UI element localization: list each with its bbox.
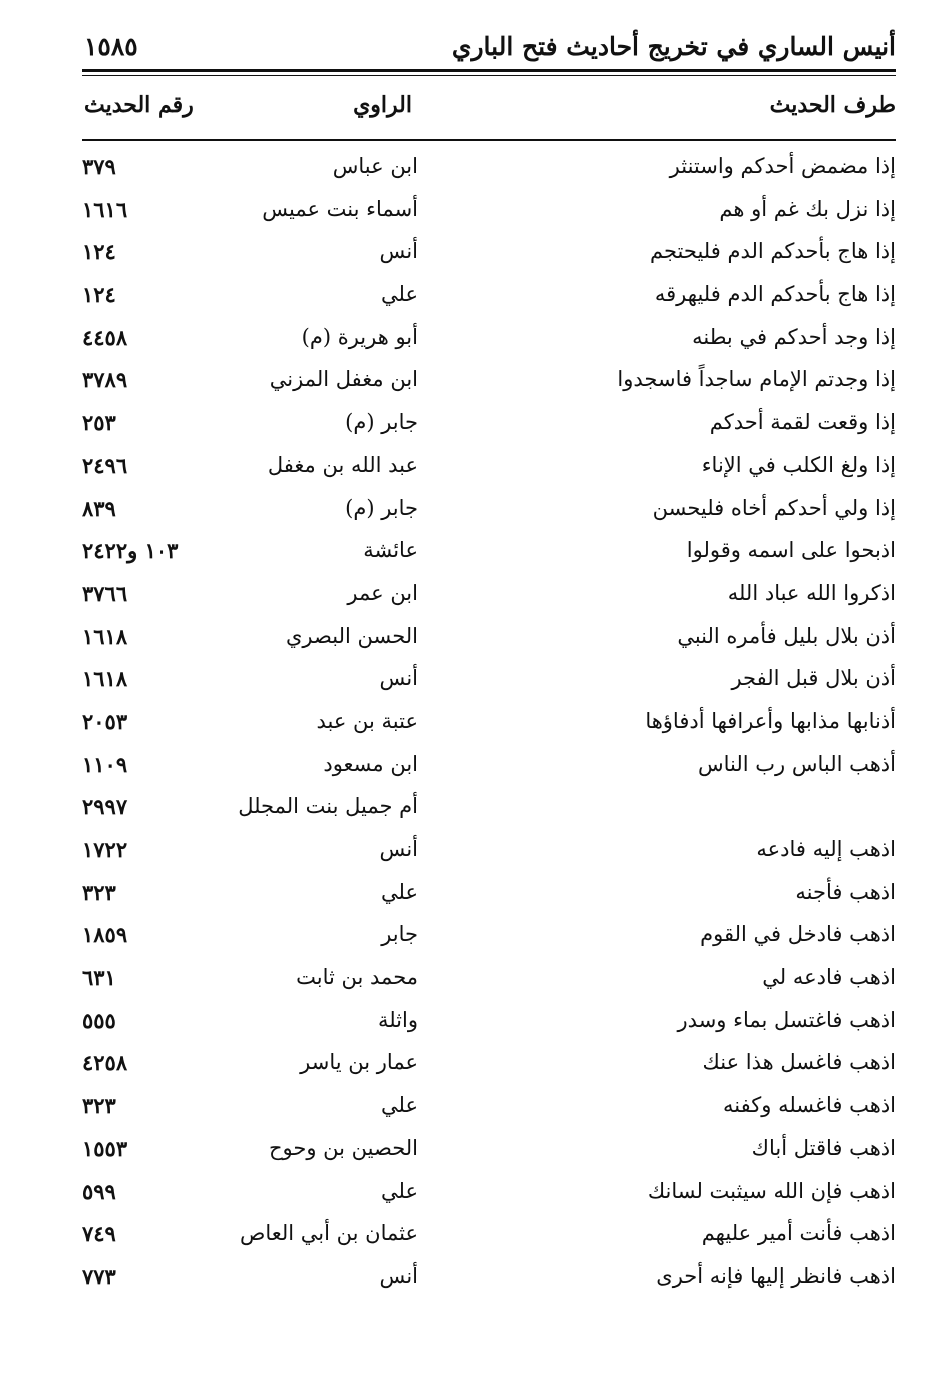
hadith-number: ١٧٢٢ [82, 837, 128, 862]
hadith-number: ٥٩٩ [82, 1178, 116, 1204]
hadith-number: ٣٢٣ [82, 1093, 116, 1119]
hadith-text: اذهب إليه فادعه [756, 837, 896, 861]
hadith-number: ٥٥٥ [82, 1007, 116, 1033]
hadith-number: ٣٧٦٦ [82, 580, 128, 606]
header-rule-thick [82, 69, 896, 72]
narrator-name: واثلة [377, 1007, 418, 1032]
column-header-rule [82, 139, 896, 141]
hadith-text: إذا ولي أحدكم أخاه فليحسن [652, 495, 896, 520]
table-row [82, 662, 896, 705]
hadith-text: أذن بلال بليل فأمره النبي [677, 623, 896, 648]
hadith-text: اذهب فأجنه [795, 879, 896, 904]
hadith-text: اذهب فإن الله سيثبت لسانك [647, 1178, 896, 1203]
narrator-name: ابن عمر [347, 580, 418, 605]
hadith-number: ٤٢٥٨ [82, 1050, 128, 1076]
hadith-text: أذن بلال قبل الفجر [731, 666, 896, 691]
table-row [82, 534, 896, 577]
narrator-name: ابن مسعود [323, 751, 418, 776]
hadith-text: اذهب فاغتسل بماء وسدر [677, 1007, 896, 1032]
narrator-name: الحسن البصري [286, 623, 418, 648]
hadith-number: ١٢٤ [82, 239, 116, 265]
narrator-name: جابر (م) [345, 495, 418, 520]
hadith-number: ١٦١٨ [82, 666, 128, 692]
table-row [82, 321, 896, 364]
narrator-name: أنس [379, 1263, 418, 1288]
hadith-text: اذهب فاغسل هذا عنك [702, 1050, 896, 1075]
hadith-number: ٨٣٩ [82, 495, 116, 521]
hadith-number: ٢٥٣ [82, 410, 116, 436]
hadith-text: اذبحوا على اسمه وقولوا [686, 538, 896, 563]
hadith-number: ٣٧٩ [82, 154, 116, 179]
hadith-text: إذا هاج بأحدكم الدم فليهرقه [654, 282, 896, 307]
table-row [82, 748, 896, 791]
hadith-number: ٧٤٩ [82, 1221, 116, 1247]
table-row [82, 406, 896, 449]
hadith-number: ١٦١٨ [82, 623, 128, 649]
hadith-index-table [82, 150, 896, 1303]
narrator-name: أنس [379, 239, 418, 264]
hadith-text: اذهب فاغسله وكفنه [723, 1093, 896, 1118]
hadith-number: ٣٢٣ [82, 879, 116, 905]
hadith-text: اذهب فادعه لي [762, 965, 896, 990]
hadith-number: ١٥٥٣ [82, 1135, 128, 1161]
running-head [82, 30, 896, 68]
hadith-text: اذهب فاقتل أباك [751, 1135, 896, 1160]
hadith-number: ٣٧٨٩ [82, 367, 128, 393]
table-row [82, 1089, 896, 1132]
narrator-name: أنس [379, 666, 418, 691]
hadith-number: ٢٠٥٣ [82, 708, 128, 734]
book-title: أنيس الساري في تخريج أحاديث فتح الباري [451, 32, 896, 61]
hadith-text: اذهب فانظر إليها فإنه أحرى [656, 1263, 896, 1288]
table-row [82, 705, 896, 748]
table-row [82, 833, 896, 876]
column-header-narrator: الراوي [353, 92, 412, 118]
narrator-name: أبو هريرة (م) [301, 324, 418, 349]
hadith-number: ١٢٤ [82, 282, 116, 308]
narrator-name: علي [381, 879, 418, 904]
page-number: ١٥٨٥ [84, 32, 138, 61]
narrator-name: ابن مغفل المزني [269, 367, 418, 392]
narrator-name: عبد الله بن مغفل [267, 452, 418, 477]
hadith-text: اذكروا الله عباد الله [727, 580, 896, 605]
column-headers [82, 92, 896, 132]
table-row [82, 492, 896, 535]
hadith-text: إذا هاج بأحدكم الدم فليحتجم [650, 239, 896, 264]
narrator-name: أسماء بنت عميس [262, 196, 418, 221]
narrator-name: عائشة [363, 538, 418, 563]
hadith-text: أذنابها مذابها وأعرافها أدفاؤها [645, 708, 896, 733]
hadith-number: ٦٣١ [82, 965, 116, 991]
hadith-number: ١٨٥٩ [82, 922, 128, 948]
hadith-number: ١٠٣ و٢٤٢٢ [82, 538, 179, 564]
hadith-text: إذا نزل بك غم أو هم [719, 196, 896, 221]
table-row [82, 961, 896, 1004]
table-row [82, 1175, 896, 1218]
table-row [82, 1260, 896, 1303]
hadith-number: ٢٤٩٦ [82, 452, 128, 478]
narrator-name: عتبة بن عبد [316, 708, 418, 733]
table-row [82, 278, 896, 321]
table-row [82, 1132, 896, 1175]
hadith-number: ٢٩٩٧ [82, 794, 128, 820]
hadith-number: ١١٠٩ [82, 751, 128, 777]
narrator-name: جابر [381, 922, 418, 947]
table-row [82, 1004, 896, 1047]
column-header-number: رقم الحديث [84, 92, 194, 118]
hadith-text: إذا وجدتم الإمام ساجداً فاسجدوا [617, 367, 896, 392]
hadith-text: اذهب فأنت أمير عليهم [701, 1221, 896, 1246]
table-row [82, 1046, 896, 1089]
hadith-text: أذهب الباس رب الناس [697, 751, 896, 776]
hadith-text: إذا وقعت لقمة أحدكم [709, 410, 896, 435]
narrator-name: الحصين بن وحوح [268, 1135, 418, 1160]
hadith-number: ٧٧٣ [82, 1263, 116, 1289]
hadith-text: إذا ولغ الكلب في الإناء [701, 452, 896, 477]
hadith-text: إذا مضمض أحدكم واستنثر [669, 154, 896, 178]
header-rule-thin [82, 75, 896, 76]
table-row [82, 918, 896, 961]
hadith-text: إذا وجد أحدكم في بطنه [692, 324, 896, 349]
table-row [82, 235, 896, 278]
table-row [82, 363, 896, 406]
narrator-name: محمد بن ثابت [296, 965, 418, 990]
table-row [82, 876, 896, 919]
table-row [82, 449, 896, 492]
narrator-name: ابن عباس [332, 154, 418, 178]
column-header-hadith: طرف الحديث [769, 92, 896, 118]
narrator-name: جابر (م) [345, 410, 418, 435]
narrator-name: أم جميل بنت المجلل [238, 794, 418, 819]
table-row [82, 577, 896, 620]
hadith-number: ٤٤٥٨ [82, 324, 128, 350]
narrator-name: علي [381, 282, 418, 307]
table-row [82, 1217, 896, 1260]
hadith-number: ١٦١٦ [82, 196, 128, 222]
narrator-name: عثمان بن أبي العاص [239, 1221, 418, 1246]
hadith-text: اذهب فادخل في القوم [700, 922, 896, 947]
narrator-name: عمار بن ياسر [300, 1050, 418, 1075]
table-row [82, 790, 896, 833]
table-row [82, 150, 896, 193]
table-row [82, 193, 896, 236]
narrator-name: علي [381, 1178, 418, 1203]
narrator-name: علي [381, 1093, 418, 1118]
table-row [82, 620, 896, 663]
narrator-name: أنس [379, 837, 418, 861]
